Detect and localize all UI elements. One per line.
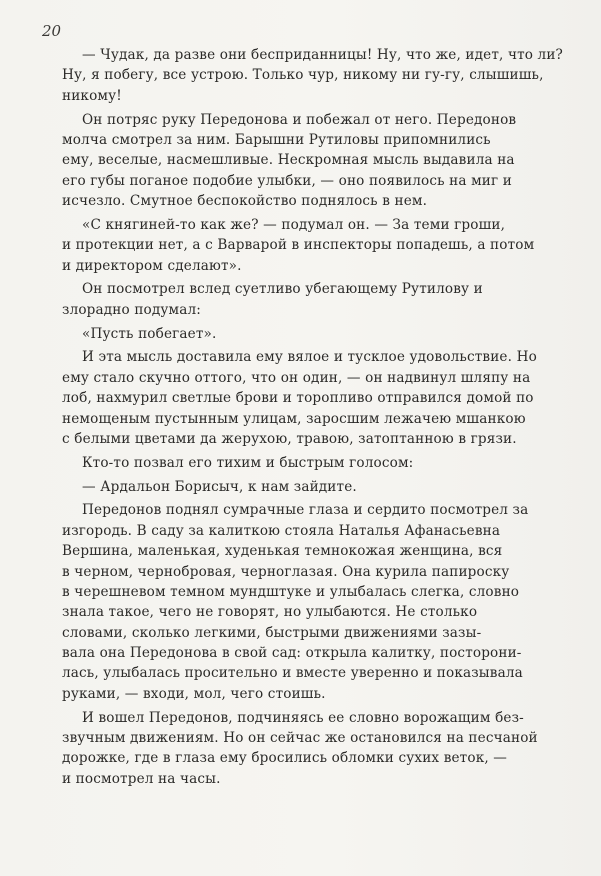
text-line: Он посмотрел вслед суетливо убегающему Рутилову и [82, 281, 483, 298]
text-line: руками, — входи, мол, чего стоишь. [62, 685, 326, 702]
paragraph [62, 279, 566, 320]
text-line: злорадно подумал: [62, 301, 202, 318]
text-line: Он потряс руку Передонова и побежал от него. Передонов [82, 111, 517, 128]
text-line: ему, веселые, насмешливые. Нескромная мысль выдавила на [62, 152, 515, 169]
text-line: знала такое, чего не говорят, но улыбаются. Не столько [62, 604, 478, 621]
text-line: его губы поганое подобие улыбки, — оно появилось на миг и [62, 172, 512, 189]
text-line: Вершина, маленькая, худенькая темнокожая женщина, вся [62, 543, 503, 560]
paragraph [62, 453, 566, 473]
body-text [62, 45, 566, 793]
paragraph [62, 708, 566, 790]
text-line: с белыми цветами да жерухою, травою, затоптанною в грязи. [62, 430, 517, 447]
text-line: никому! [62, 87, 122, 104]
text-line: Кто-то позвал его тихим и быстрым голосом: [82, 454, 414, 471]
text-line: молча смотрел за ним. Барышни Рутиловы припомнились [62, 131, 491, 148]
text-line: в черешневом темном мундштуке и улыбалась слегка, словно [62, 583, 520, 600]
text-line: — Ардальон Борисыч, к нам зайдите. [82, 478, 357, 495]
text-line: и директором сделают». [62, 257, 242, 274]
text-line: лась, улыбалась просительно и вместе уверенно и показывала [62, 665, 523, 682]
text-line: и посмотрел на часы. [62, 770, 221, 787]
text-line: Ну, я побегу, все устрою. Только чур, никому ни гу-гу, слышишь, [62, 67, 544, 84]
text-line: немощеным пустынным улицам, заросшим лежачею мшанкою [62, 410, 526, 427]
text-line: исчезло. Смутное беспокойство поднялось в нем. [62, 193, 428, 210]
text-line: Передонов поднял сумрачные глаза и сердито посмотрел за [82, 502, 529, 519]
paragraph [62, 324, 566, 344]
page-number: 20 [42, 22, 62, 40]
text-line: в черном, чернобровая, черноглазая. Она курила папироску [62, 563, 510, 580]
text-line: ему стало скучно оттого, что он один, — он надвинул шляпу на [62, 369, 531, 386]
paragraph [62, 500, 566, 704]
text-line: изгородь. В саду за калиткою стояла Наталья Афанасьевна [62, 522, 501, 539]
paragraph [62, 215, 566, 276]
paragraph [62, 347, 566, 449]
text-line: звучным движениям. Но он сейчас же остановился на песчаной [62, 730, 538, 747]
text-line: словами, сколько легкими, быстрыми движениями зазы- [62, 624, 482, 641]
text-line: И эта мысль доставила ему вялое и тусклое удовольствие. Но [82, 349, 537, 366]
text-line: «С княгиней-то как же? — подумал он. — За теми гроши, [82, 216, 506, 233]
paragraph [62, 110, 566, 212]
text-line: лоб, нахмурил светлые брови и торопливо отправился домой по [62, 390, 534, 407]
text-line: дорожке, где в глаза ему бросились обломки сухих веток, — [62, 750, 508, 767]
text-line: вала она Передонова в свой сад: открыла калитку, посторони- [62, 645, 522, 662]
text-line: «Пусть побегает». [82, 325, 217, 342]
paragraph [62, 477, 566, 497]
paragraph [62, 45, 566, 106]
text-line: — Чудак, да разве они бесприданницы! Ну, что же, идет, что ли? [82, 47, 563, 63]
text-line: и протекции нет, а с Варварой в инспекторы попадешь, а потом [62, 237, 535, 254]
text-line: И вошел Передонов, подчиняясь ее словно ворожащим без- [82, 709, 524, 726]
